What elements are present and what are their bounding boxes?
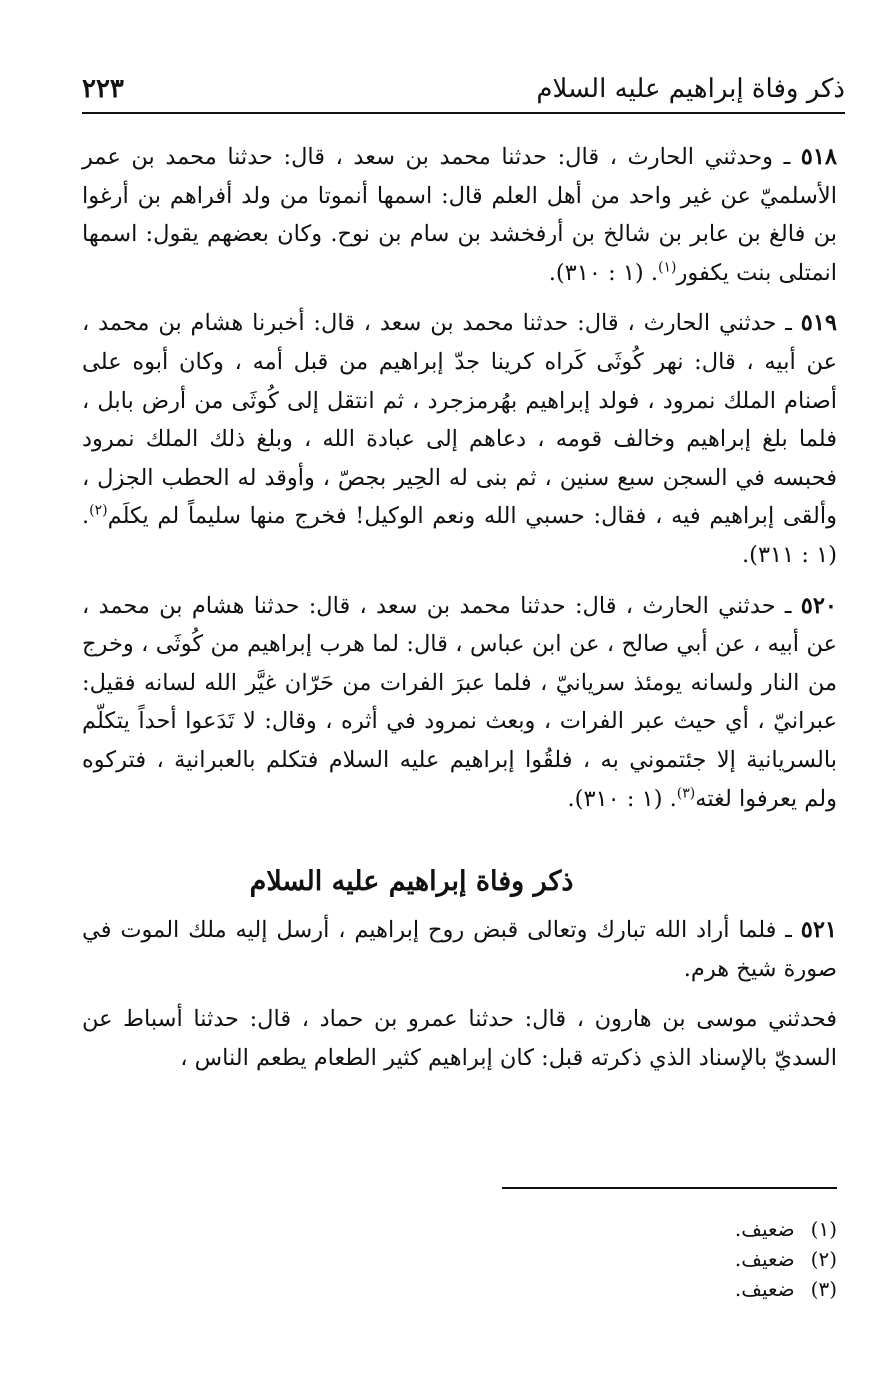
page-body	[82, 138, 837, 1089]
footnote-divider	[502, 1187, 837, 1189]
page-header	[82, 66, 845, 114]
footnote-ref: (١)	[658, 259, 677, 276]
paragraph-number: ٥١٩	[800, 310, 838, 337]
source-reference: . (١ : ٣١٠).	[548, 259, 658, 286]
footnote-number: (٢)	[810, 1247, 837, 1271]
paragraph-518	[82, 138, 837, 292]
footnote-item	[735, 1274, 837, 1304]
page-number: ٢٢٣	[82, 74, 124, 104]
running-title: ذكر وفاة إبراهيم عليه السلام	[536, 74, 845, 104]
paragraph-520	[82, 587, 837, 819]
paragraph-number: ٥٢١	[800, 917, 837, 944]
paragraph-text: ـ حدثني الحارث ، قال: حدثنا محمد بن سعد ، قال: أخبرنا هشام بن محمد ، عن أبيه ، قال: نهر كُوثَى كَراه كرينا جدّ إبراهيم من قبل أمه ، وكان أبوه على أصنام الملك نمرود ، فولد إبراهيم بهُرمزجرد ، ثم انتقل إلى كُوثَى من أرض بابل ، فلما بلغ إبراهيم وخالف قومه ، دعاهم إلى عبادة الله ، وبلغ ذلك الملك نمرود فحبسه في السجن سبع سنين ، ثم بنى له الحِير بجصّ ، وأوقد له الحطب الجزل ، وألقى إبراهيم فيه ، فقال: حسبي الله ونعم الوكيل! فخرج منها سليماً لم يكلَم	[82, 310, 837, 530]
paragraph-521	[82, 911, 837, 988]
source-reference: . (١ : ٣١١).	[82, 503, 837, 568]
paragraph-number: ٥١٨	[800, 144, 837, 170]
paragraph-text: ـ وحدثني الحارث ، قال: حدثنا محمد بن سعد ، قال: حدثنا محمد بن عمر الأسلميّ عن غير واحد من أهل العلم قال: اسمها أنموتا من ولد أفراهم بن أرغوا بن فالغ بن عابر بن شالخ بن أرفخشد بن سام بن نوح. وكان بعضهم يقول: اسمها انمتلى بنت يكفور	[82, 144, 837, 286]
footnote-number: (٣)	[810, 1277, 837, 1301]
footnote-number: (١)	[810, 1217, 837, 1241]
footnote-text: ضعيف.	[734, 1217, 795, 1241]
paragraph-519	[82, 304, 837, 574]
footnote-text: ضعيف.	[734, 1247, 795, 1271]
source-reference: . (١ : ٣١٠).	[567, 785, 677, 812]
section-heading: ذكر وفاة إبراهيم عليه السلام	[249, 866, 574, 898]
footnote-item	[735, 1214, 837, 1244]
footnote-text: ضعيف.	[734, 1277, 795, 1301]
footnote-ref: (٣)	[676, 785, 696, 801]
paragraph-number: ٥٢٠	[800, 592, 837, 619]
footnotes	[735, 1214, 837, 1304]
footnote-item	[735, 1244, 837, 1274]
paragraph-text: فحدثني موسى بن هارون ، قال: حدثنا عمرو بن حماد ، قال: حدثنا أسباط عن السديّ بالإسناد الذي ذكرته قبل: كان إبراهيم كثير الطعام يطعم الناس ،	[82, 1006, 837, 1071]
paragraph-text: ـ حدثني الحارث ، قال: حدثنا محمد بن سعد ، قال: حدثنا هشام بن محمد ، عن أبيه ، عن أبي صالح ، عن ابن عباس ، قال: لما هرب إبراهيم من كُوثَى ، وخرج من النار ولسانه يومئذ سريانيّ ، فلما عبرَ الفرات من حَرّان غيَّر الله لسانه فقيل: عبرانيّ ، أي حيث عبر الفرات ، وبعث نمرود في أثره ، وقال: لا تَدَعوا أحداً يتكلّم بالسريانية إلا جئتموني به ، فلقُوا إبراهيم عليه السلام فتكلم بالعبرانية ، فتركوه ولم يعرفوا لغته	[82, 592, 837, 812]
footnote-ref: (٢)	[89, 502, 108, 519]
paragraph-continuation	[82, 1000, 837, 1077]
paragraph-text: ـ فلما أراد الله تبارك وتعالى قبض روح إبراهيم ، أرسل إليه ملك الموت في صورة شيخ هرم.	[82, 917, 837, 982]
